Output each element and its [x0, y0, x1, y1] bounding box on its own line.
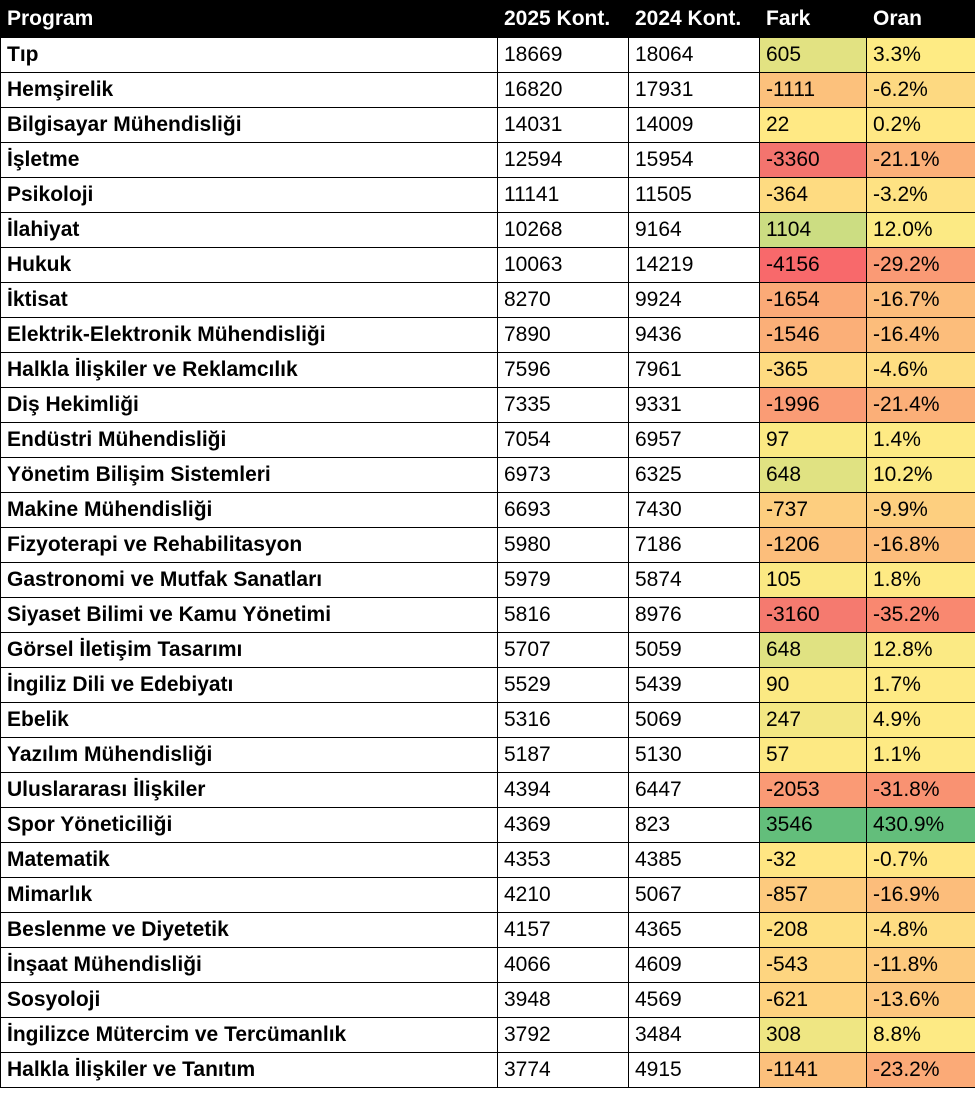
fark-cell: 57 — [760, 738, 867, 773]
fark-cell: 247 — [760, 703, 867, 738]
fark-cell: -3360 — [760, 143, 867, 178]
program-cell: Fizyoterapi ve Rehabilitasyon — [1, 528, 498, 563]
kont-2025-cell: 7335 — [498, 388, 629, 423]
oran-cell: -31.8% — [867, 773, 975, 808]
table-row — [1, 913, 975, 948]
program-cell: İngiliz Dili ve Edebiyatı — [1, 668, 498, 703]
table-row — [1, 353, 975, 388]
table-row — [1, 318, 975, 353]
oran-cell: 430.9% — [867, 808, 975, 843]
fark-cell: -1111 — [760, 73, 867, 108]
kont-2024-cell: 4385 — [629, 843, 760, 878]
kont-2025-cell: 3792 — [498, 1018, 629, 1053]
program-cell: Ebelik — [1, 703, 498, 738]
table-row — [1, 563, 975, 598]
fark-cell: 97 — [760, 423, 867, 458]
oran-cell: -23.2% — [867, 1053, 975, 1088]
kont-2024-cell: 9924 — [629, 283, 760, 318]
kont-2024-cell: 4569 — [629, 983, 760, 1018]
oran-cell: -16.8% — [867, 528, 975, 563]
kont-2024-cell: 7430 — [629, 493, 760, 528]
oran-cell: 4.9% — [867, 703, 975, 738]
oran-cell: -35.2% — [867, 598, 975, 633]
fark-cell: 1104 — [760, 213, 867, 248]
oran-cell: -29.2% — [867, 248, 975, 283]
oran-cell: -13.6% — [867, 983, 975, 1018]
program-cell: Uluslararası İlişkiler — [1, 773, 498, 808]
kont-2024-cell: 6447 — [629, 773, 760, 808]
table-row — [1, 948, 975, 983]
kont-2025-cell: 4394 — [498, 773, 629, 808]
kont-2025-cell: 4066 — [498, 948, 629, 983]
oran-cell: -21.4% — [867, 388, 975, 423]
program-cell: İnşaat Mühendisliği — [1, 948, 498, 983]
kont-2024-cell: 6957 — [629, 423, 760, 458]
kont-2025-cell: 5529 — [498, 668, 629, 703]
fark-cell: -1654 — [760, 283, 867, 318]
fark-cell: 605 — [760, 38, 867, 73]
program-cell: Psikoloji — [1, 178, 498, 213]
kont-2024-cell: 5439 — [629, 668, 760, 703]
table-row — [1, 493, 975, 528]
kont-2025-cell: 6693 — [498, 493, 629, 528]
program-cell: Siyaset Bilimi ve Kamu Yönetimi — [1, 598, 498, 633]
kont-2024-cell: 15954 — [629, 143, 760, 178]
kont-2025-cell: 12594 — [498, 143, 629, 178]
program-cell: Gastronomi ve Mutfak Sanatları — [1, 563, 498, 598]
kont-2025-cell: 4157 — [498, 913, 629, 948]
program-cell: Elektrik-Elektronik Mühendisliği — [1, 318, 498, 353]
table-row — [1, 108, 975, 143]
table-body — [1, 38, 975, 1088]
kont-2025-cell: 7596 — [498, 353, 629, 388]
kont-2025-cell: 5707 — [498, 633, 629, 668]
oran-cell: -3.2% — [867, 178, 975, 213]
table-row — [1, 738, 975, 773]
fark-cell: -737 — [760, 493, 867, 528]
table-row — [1, 983, 975, 1018]
kont-2024-cell: 18064 — [629, 38, 760, 73]
kont-2024-cell: 4609 — [629, 948, 760, 983]
header-fark: Fark — [760, 1, 867, 38]
fark-cell: -4156 — [760, 248, 867, 283]
oran-cell: -6.2% — [867, 73, 975, 108]
kont-2024-cell: 5069 — [629, 703, 760, 738]
kont-2024-cell: 7186 — [629, 528, 760, 563]
table-row — [1, 633, 975, 668]
kont-2025-cell: 8270 — [498, 283, 629, 318]
oran-cell: 3.3% — [867, 38, 975, 73]
program-cell: Makine Mühendisliği — [1, 493, 498, 528]
table-row — [1, 38, 975, 73]
kont-2024-cell: 9164 — [629, 213, 760, 248]
oran-cell: -4.6% — [867, 353, 975, 388]
program-cell: İlahiyat — [1, 213, 498, 248]
oran-cell: 1.4% — [867, 423, 975, 458]
table-header — [1, 1, 975, 38]
kont-2025-cell: 4210 — [498, 878, 629, 913]
kont-2024-cell: 4915 — [629, 1053, 760, 1088]
program-cell: Hukuk — [1, 248, 498, 283]
fark-cell: -1546 — [760, 318, 867, 353]
kont-2025-cell: 5980 — [498, 528, 629, 563]
kont-2025-cell: 7054 — [498, 423, 629, 458]
table-row — [1, 143, 975, 178]
table-row — [1, 423, 975, 458]
kont-2025-cell: 5316 — [498, 703, 629, 738]
program-cell: Hemşirelik — [1, 73, 498, 108]
kont-2024-cell: 14009 — [629, 108, 760, 143]
kont-2025-cell: 7890 — [498, 318, 629, 353]
fark-cell: 105 — [760, 563, 867, 598]
table-row — [1, 528, 975, 563]
fark-cell: 648 — [760, 458, 867, 493]
oran-cell: 10.2% — [867, 458, 975, 493]
program-cell: Matematik — [1, 843, 498, 878]
fark-cell: -32 — [760, 843, 867, 878]
fark-cell: -621 — [760, 983, 867, 1018]
program-cell: Görsel İletişim Tasarımı — [1, 633, 498, 668]
oran-cell: 12.0% — [867, 213, 975, 248]
program-cell: Bilgisayar Mühendisliği — [1, 108, 498, 143]
table-row — [1, 213, 975, 248]
fark-cell: -1141 — [760, 1053, 867, 1088]
kont-2024-cell: 823 — [629, 808, 760, 843]
program-cell: Halkla İlişkiler ve Reklamcılık — [1, 353, 498, 388]
program-cell: Tıp — [1, 38, 498, 73]
table-row — [1, 668, 975, 703]
table-row — [1, 458, 975, 493]
header-oran: Oran — [867, 1, 975, 38]
program-cell: Diş Hekimliği — [1, 388, 498, 423]
kont-2025-cell: 14031 — [498, 108, 629, 143]
fark-cell: -2053 — [760, 773, 867, 808]
kont-2024-cell: 5067 — [629, 878, 760, 913]
kont-2025-cell: 4353 — [498, 843, 629, 878]
fark-cell: 308 — [760, 1018, 867, 1053]
fark-cell: -364 — [760, 178, 867, 213]
oran-cell: -21.1% — [867, 143, 975, 178]
program-cell: İktisat — [1, 283, 498, 318]
table-row — [1, 1053, 975, 1088]
table-row — [1, 1018, 975, 1053]
kont-2024-cell: 5059 — [629, 633, 760, 668]
oran-cell: -16.9% — [867, 878, 975, 913]
table-row — [1, 843, 975, 878]
fark-cell: -3160 — [760, 598, 867, 633]
kont-2024-cell: 9331 — [629, 388, 760, 423]
kont-2025-cell: 11141 — [498, 178, 629, 213]
kont-2024-cell: 3484 — [629, 1018, 760, 1053]
program-cell: Beslenme ve Diyetetik — [1, 913, 498, 948]
kont-2024-cell: 9436 — [629, 318, 760, 353]
fark-cell: 90 — [760, 668, 867, 703]
program-cell: Mimarlık — [1, 878, 498, 913]
fark-cell: -365 — [760, 353, 867, 388]
table-row — [1, 73, 975, 108]
fark-cell: 648 — [760, 633, 867, 668]
oran-cell: 0.2% — [867, 108, 975, 143]
table-row — [1, 808, 975, 843]
program-cell: Halkla İlişkiler ve Tanıtım — [1, 1053, 498, 1088]
fark-cell: -1206 — [760, 528, 867, 563]
oran-cell: 8.8% — [867, 1018, 975, 1053]
table-row — [1, 703, 975, 738]
kont-2025-cell: 18669 — [498, 38, 629, 73]
oran-cell: 1.7% — [867, 668, 975, 703]
program-cell: Endüstri Mühendisliği — [1, 423, 498, 458]
oran-cell: 12.8% — [867, 633, 975, 668]
table-row — [1, 773, 975, 808]
kont-2025-cell: 5816 — [498, 598, 629, 633]
oran-cell: -9.9% — [867, 493, 975, 528]
oran-cell: -4.8% — [867, 913, 975, 948]
oran-cell: -11.8% — [867, 948, 975, 983]
kont-2025-cell: 6973 — [498, 458, 629, 493]
kont-2024-cell: 4365 — [629, 913, 760, 948]
kont-2025-cell: 16820 — [498, 73, 629, 108]
kont-2024-cell: 6325 — [629, 458, 760, 493]
oran-cell: -0.7% — [867, 843, 975, 878]
table-row — [1, 283, 975, 318]
fark-cell: -857 — [760, 878, 867, 913]
fark-cell: -208 — [760, 913, 867, 948]
oran-cell: -16.7% — [867, 283, 975, 318]
header-2024-kont: 2024 Kont. — [629, 1, 760, 38]
program-cell: İngilizce Mütercim ve Tercümanlık — [1, 1018, 498, 1053]
oran-cell: 1.1% — [867, 738, 975, 773]
program-cell: Yazılım Mühendisliği — [1, 738, 498, 773]
table-row — [1, 878, 975, 913]
kont-2024-cell: 5130 — [629, 738, 760, 773]
header-2025-kont: 2025 Kont. — [498, 1, 629, 38]
fark-cell: -543 — [760, 948, 867, 983]
program-cell: Spor Yöneticiliği — [1, 808, 498, 843]
kont-2025-cell: 3948 — [498, 983, 629, 1018]
kont-2024-cell: 17931 — [629, 73, 760, 108]
kont-2025-cell: 3774 — [498, 1053, 629, 1088]
kont-2024-cell: 11505 — [629, 178, 760, 213]
header-row — [1, 1, 975, 38]
kont-2024-cell: 8976 — [629, 598, 760, 633]
kont-2024-cell: 14219 — [629, 248, 760, 283]
fark-cell: 22 — [760, 108, 867, 143]
program-cell: Sosyoloji — [1, 983, 498, 1018]
kont-2025-cell: 5979 — [498, 563, 629, 598]
kont-2025-cell: 5187 — [498, 738, 629, 773]
fark-cell: -1996 — [760, 388, 867, 423]
kont-2025-cell: 10268 — [498, 213, 629, 248]
kont-2024-cell: 5874 — [629, 563, 760, 598]
kont-2025-cell: 10063 — [498, 248, 629, 283]
table-row — [1, 248, 975, 283]
oran-cell: -16.4% — [867, 318, 975, 353]
oran-cell: 1.8% — [867, 563, 975, 598]
header-program: Program — [1, 1, 498, 38]
program-cell: Yönetim Bilişim Sistemleri — [1, 458, 498, 493]
kont-2024-cell: 7961 — [629, 353, 760, 388]
kont-2025-cell: 4369 — [498, 808, 629, 843]
table-row — [1, 598, 975, 633]
table-row — [1, 178, 975, 213]
program-cell: İşletme — [1, 143, 498, 178]
table-row — [1, 388, 975, 423]
fark-cell: 3546 — [760, 808, 867, 843]
